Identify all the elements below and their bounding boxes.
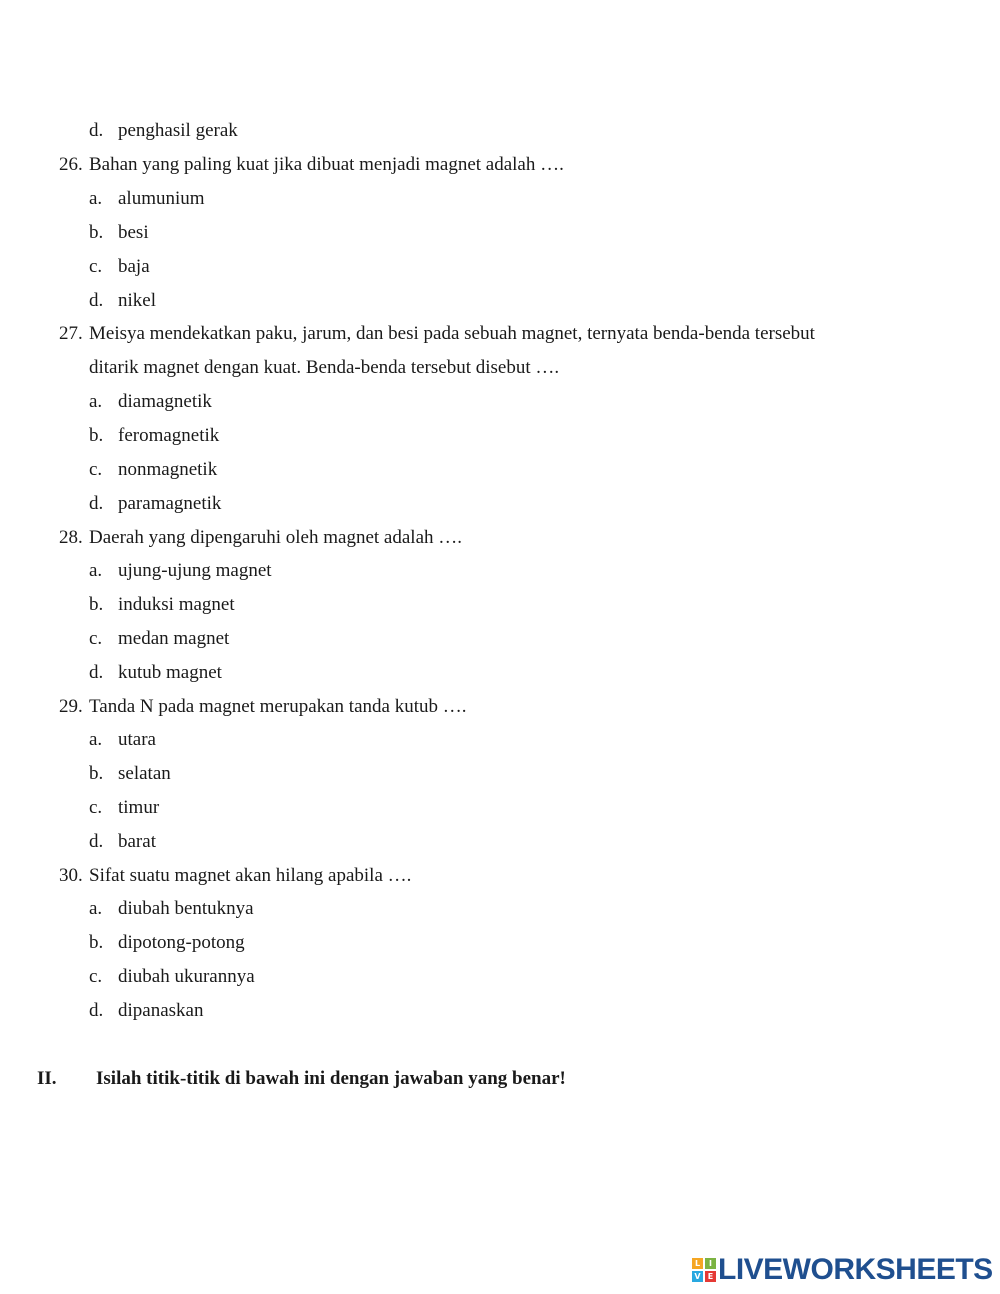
question-number: 30.: [59, 865, 83, 886]
question-number: 26.: [59, 154, 83, 175]
option-letter: c.: [89, 966, 103, 987]
option-letter: a.: [89, 560, 103, 581]
option-text: nonmagnetik: [118, 459, 218, 480]
option-letter: a.: [89, 188, 103, 209]
option-text: feromagnetik: [118, 425, 220, 446]
option-text: besi: [118, 222, 149, 243]
logo-mark-tile: I: [705, 1258, 716, 1269]
question-number: 28.: [59, 527, 83, 548]
option-text: diubah bentuknya: [118, 898, 254, 919]
option-text: barat: [118, 831, 156, 852]
option-text: paramagnetik: [118, 493, 222, 514]
option-letter: c.: [89, 459, 103, 480]
option-letter: a.: [89, 729, 103, 750]
logo-mark-tile: L: [692, 1258, 703, 1269]
question-text: Daerah yang dipengaruhi oleh magnet adalah ….: [89, 527, 462, 548]
option-text: dipanaskan: [118, 1000, 204, 1021]
question-number: 27.: [59, 323, 83, 344]
question-number: 29.: [59, 696, 83, 717]
option-text: ujung-ujung magnet: [118, 560, 272, 581]
option-text: diamagnetik: [118, 391, 212, 412]
liveworksheets-logo: [692, 1255, 993, 1285]
option-letter: c.: [89, 256, 103, 277]
question-text: Meisya mendekatkan paku, jarum, dan besi pada sebuah magnet, ternyata benda-benda tersebut: [89, 323, 815, 344]
question-text: ditarik magnet dengan kuat. Benda-benda tersebut disebut ….: [89, 357, 560, 378]
option-letter: d.: [89, 290, 104, 311]
option-text: utara: [118, 729, 156, 750]
option-letter: d.: [89, 120, 104, 141]
option-letter: b.: [89, 932, 104, 953]
option-letter: d.: [89, 831, 104, 852]
logo-text: LIVEWORKSHEETS: [718, 1253, 993, 1286]
section-instruction: Isilah titik-titik di bawah ini dengan jawaban yang benar!: [96, 1068, 566, 1089]
logo-mark-tile: E: [705, 1271, 716, 1282]
option-letter: b.: [89, 425, 104, 446]
question-text: Tanda N pada magnet merupakan tanda kutub ….: [89, 696, 467, 717]
logo-mark-icon: [692, 1258, 716, 1282]
option-text: kutub magnet: [118, 662, 222, 683]
option-text: alumunium: [118, 188, 205, 209]
logo-mark-tile: V: [692, 1271, 703, 1282]
option-text: induksi magnet: [118, 594, 235, 615]
option-text: nikel: [118, 290, 156, 311]
option-letter: d.: [89, 1000, 104, 1021]
option-letter: c.: [89, 628, 103, 649]
option-letter: b.: [89, 763, 104, 784]
option-letter: d.: [89, 662, 104, 683]
option-text: penghasil gerak: [118, 120, 238, 141]
option-letter: b.: [89, 222, 104, 243]
option-letter: d.: [89, 493, 104, 514]
option-letter: a.: [89, 898, 103, 919]
option-text: baja: [118, 256, 150, 277]
option-letter: a.: [89, 391, 103, 412]
question-text: Sifat suatu magnet akan hilang apabila ….: [89, 865, 412, 886]
option-letter: b.: [89, 594, 104, 615]
option-text: dipotong-potong: [118, 932, 245, 953]
option-letter: c.: [89, 797, 103, 818]
section-number: II.: [37, 1068, 57, 1089]
option-text: selatan: [118, 763, 171, 784]
option-text: diubah ukurannya: [118, 966, 255, 987]
option-text: medan magnet: [118, 628, 230, 649]
option-text: timur: [118, 797, 160, 818]
question-text: Bahan yang paling kuat jika dibuat menjadi magnet adalah ….: [89, 154, 564, 175]
